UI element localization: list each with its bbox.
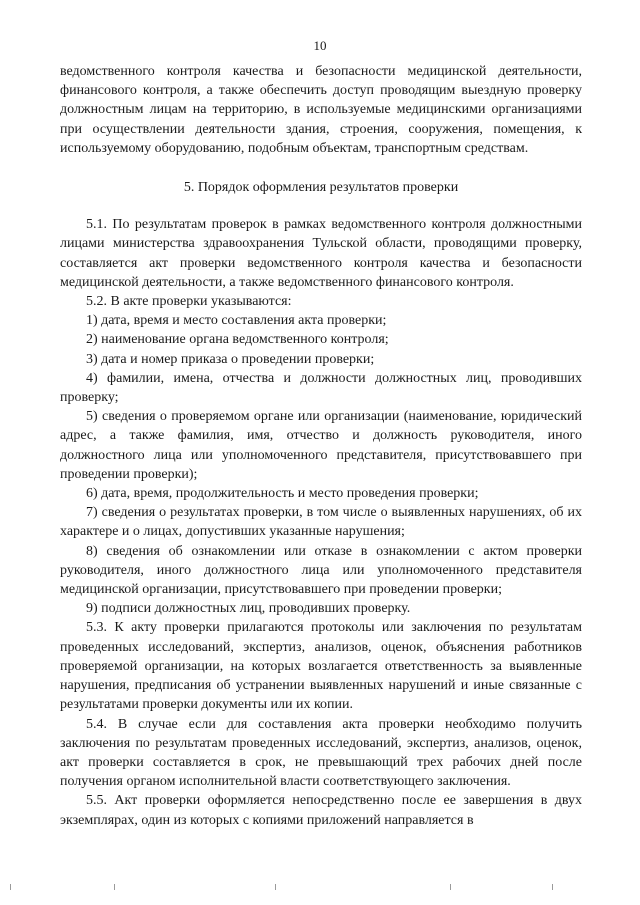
intro-paragraph: ведомственного контроля качества и безопасности медицинской деятельности, финансового контроля, а также обеспечить доступ проводящим выездную проверку должностным лицам на территорию, в используемые медицинскими организациями при осуществлении деятельности здания, строения, сооружения, помещения, к используемому оборудованию, подобным объектам, транспортным средствам.	[60, 64, 582, 156]
paragraph-5-5: 5.5. Акт проверки оформляется непосредственно после ее завершения в двух экземплярах, один из которых с копиями приложений направляется в	[60, 793, 582, 828]
scan-edge-marks	[0, 884, 640, 894]
paragraph-5-3: 5.3. К акту проверки прилагаются протоколы или заключения по результатам проведенных исследований, экспертиз, анализов, оценок, объяснения работников проверяемой организации, на которых возлагается ответственность за выявленные нарушения, предписания об устранении выявленных нарушений и иные связанные с результатами проверки документы или их копии.	[60, 620, 582, 713]
list-item-1: 1) дата, время и место составления акта проверки;	[86, 313, 387, 329]
list-item-9: 9) подписи должностных лиц, проводивших проверку.	[86, 601, 411, 617]
section-heading: 5. Порядок оформления результатов проверки	[183, 180, 459, 196]
page-number: 10	[313, 38, 327, 53]
paragraph-5-2: 5.2. В акте проверки указываются:	[86, 294, 292, 310]
list-item-2: 2) наименование органа ведомственного контроля;	[86, 332, 389, 348]
list-item-4: 4) фамилии, имена, отчества и должности должностных лиц, проводивших проверку;	[60, 370, 582, 406]
list-item-3: 3) дата и номер приказа о проведении проверки;	[86, 351, 375, 367]
paragraph-5-1: 5.1. По результатам проверок в рамках ведомственного контроля должностными лицами министерства здравоохранения Тульской области, проводящими проверку, составляется акт проверки ведомственного контроля качества и безопасности медицинской деятельности, а также ведомственного финансового контроля.	[60, 217, 582, 290]
list-item-6: 6) дата, время, продолжительность и место проведения проверки;	[86, 486, 479, 502]
list-item-5: 5) сведения о проверяемом органе или организации (наименование, юридический адрес, а также фамилия, имя, отчество и должность руководителя, иного должностного лица или уполномоченного представителя, присутствовавшего при проведении проверки);	[60, 409, 582, 482]
document-body	[60, 62, 582, 830]
paragraph-5-4: 5.4. В случае если для составления акта проверки необходимо получить заключения по результатам проведенных исследований, экспертиз, анализов, оценок, акт проверки составляется в срок, не превышающий трех рабочих дней после получения органом исполнительной власти соответствующего заключения.	[60, 716, 582, 790]
list-item-7: 7) сведения о результатах проверки, в том числе о выявленных нарушениях, об их характере и о лицах, допустивших указанные нарушения;	[60, 505, 582, 540]
list-item-8: 8) сведения об ознакомлении или отказе в ознакомлении с актом проверки руководителя, иного должностного лица или уполномоченного представителя медицинской организации, присутствовавшего при проведении проверки;	[60, 543, 582, 598]
